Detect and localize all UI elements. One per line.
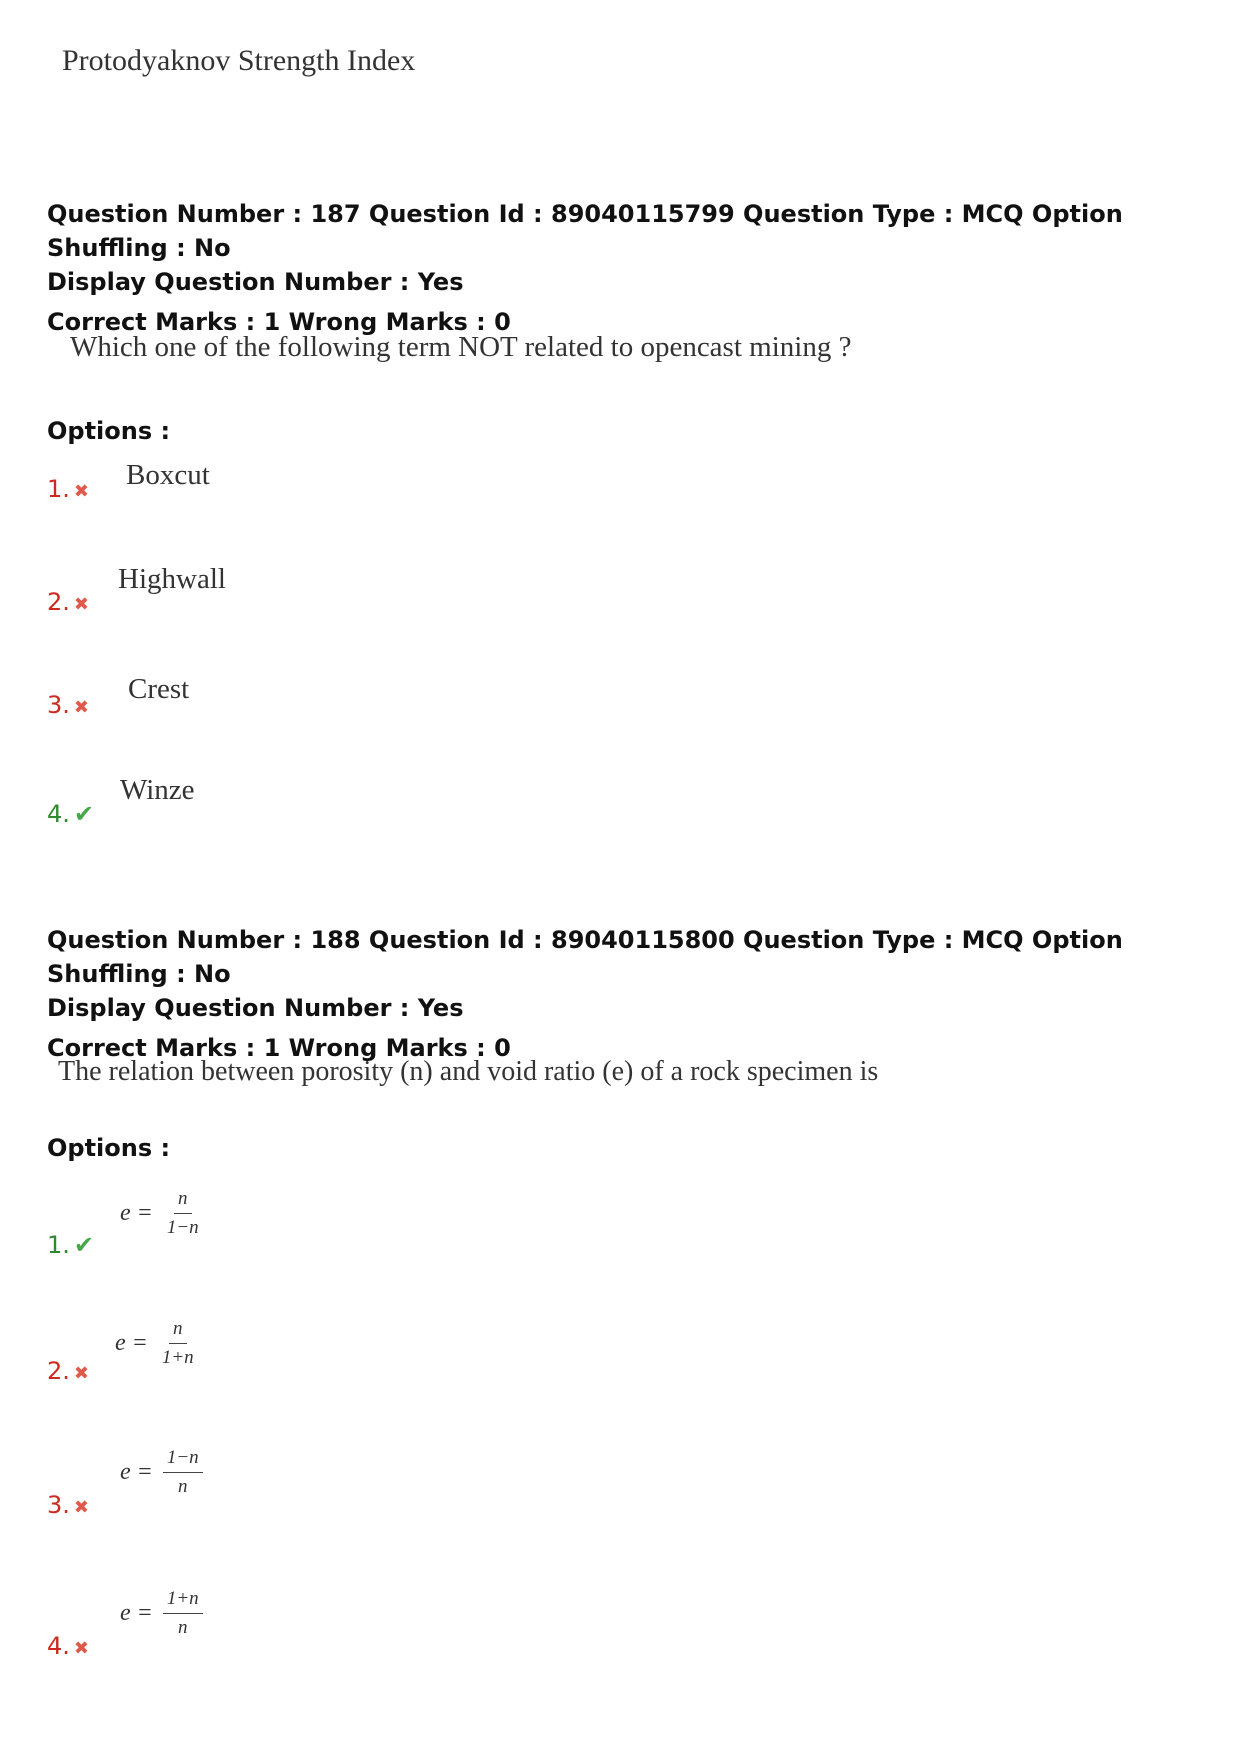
cross-icon: ✖ bbox=[73, 697, 89, 718]
fraction-numerator: n bbox=[174, 1188, 192, 1214]
formula-lhs: e = bbox=[120, 1200, 153, 1226]
fraction-numerator: n bbox=[169, 1318, 187, 1344]
option-number: 4. bbox=[47, 1632, 70, 1660]
option-formula bbox=[120, 1447, 203, 1498]
question-188-meta bbox=[47, 923, 1240, 1065]
formula-lhs: e = bbox=[120, 1600, 153, 1626]
cross-icon: ✖ bbox=[73, 594, 89, 615]
option-number: 1. bbox=[47, 1231, 70, 1259]
fraction-denominator: 1+n bbox=[161, 1347, 194, 1368]
formula-lhs: e = bbox=[115, 1330, 148, 1356]
option-row bbox=[47, 800, 94, 828]
option-number: 3. bbox=[47, 1491, 70, 1519]
cross-icon: ✖ bbox=[73, 1638, 89, 1659]
fraction-denominator: n bbox=[178, 1476, 188, 1497]
question-187-meta bbox=[47, 197, 1240, 339]
option-number: 3. bbox=[47, 691, 70, 719]
question-188-text: The relation between porosity (n) and void ratio (e) of a rock specimen is bbox=[58, 1056, 879, 1087]
option-row bbox=[47, 691, 89, 719]
fraction bbox=[163, 1188, 203, 1239]
option-text: Boxcut bbox=[126, 459, 210, 491]
question-meta-line: Question Number : 187 Question Id : 89040115799 Question Type : MCQ Option Shuffling : No bbox=[47, 200, 1123, 262]
fraction-denominator: n bbox=[178, 1617, 188, 1638]
question-display-line: Display Question Number : Yes bbox=[47, 994, 464, 1022]
formula-lhs: e = bbox=[120, 1459, 153, 1485]
check-icon: ✔ bbox=[73, 800, 95, 828]
fraction bbox=[158, 1318, 198, 1369]
fraction bbox=[163, 1447, 203, 1498]
fraction bbox=[163, 1588, 203, 1639]
question-marks: Correct Marks : 1 Wrong Marks : 0 bbox=[47, 308, 511, 336]
question-187-text: Which one of the following term NOT related to opencast mining ? bbox=[70, 331, 852, 363]
previous-question-fragment: Protodyaknov Strength Index bbox=[62, 44, 416, 77]
question-marks: Correct Marks : 1 Wrong Marks : 0 bbox=[47, 1034, 511, 1062]
option-row bbox=[47, 475, 89, 503]
option-row bbox=[47, 1357, 89, 1385]
option-row bbox=[47, 1231, 94, 1259]
option-number: 1. bbox=[47, 475, 70, 503]
options-label: Options : bbox=[47, 1134, 171, 1162]
option-text: Crest bbox=[128, 673, 190, 705]
cross-icon: ✖ bbox=[73, 481, 89, 502]
option-text: Highwall bbox=[118, 563, 226, 595]
option-formula bbox=[120, 1188, 203, 1239]
cross-icon: ✖ bbox=[73, 1363, 89, 1384]
fraction-numerator: 1+n bbox=[163, 1588, 203, 1614]
cross-icon: ✖ bbox=[73, 1497, 89, 1518]
options-label: Options : bbox=[47, 417, 171, 445]
option-row bbox=[47, 588, 89, 616]
option-text: Winze bbox=[120, 774, 195, 806]
option-number: 2. bbox=[47, 588, 70, 616]
question-meta-line: Question Number : 188 Question Id : 89040115800 Question Type : MCQ Option Shuffling : No bbox=[47, 926, 1123, 988]
fraction-numerator: 1−n bbox=[163, 1447, 203, 1473]
check-icon: ✔ bbox=[73, 1231, 95, 1259]
option-row bbox=[47, 1632, 89, 1660]
fraction-denominator: 1−n bbox=[166, 1217, 199, 1238]
option-number: 4. bbox=[47, 800, 70, 828]
option-formula bbox=[120, 1588, 203, 1639]
question-display-line: Display Question Number : Yes bbox=[47, 268, 464, 296]
option-number: 2. bbox=[47, 1357, 70, 1385]
option-formula bbox=[115, 1318, 198, 1369]
option-row bbox=[47, 1491, 89, 1519]
